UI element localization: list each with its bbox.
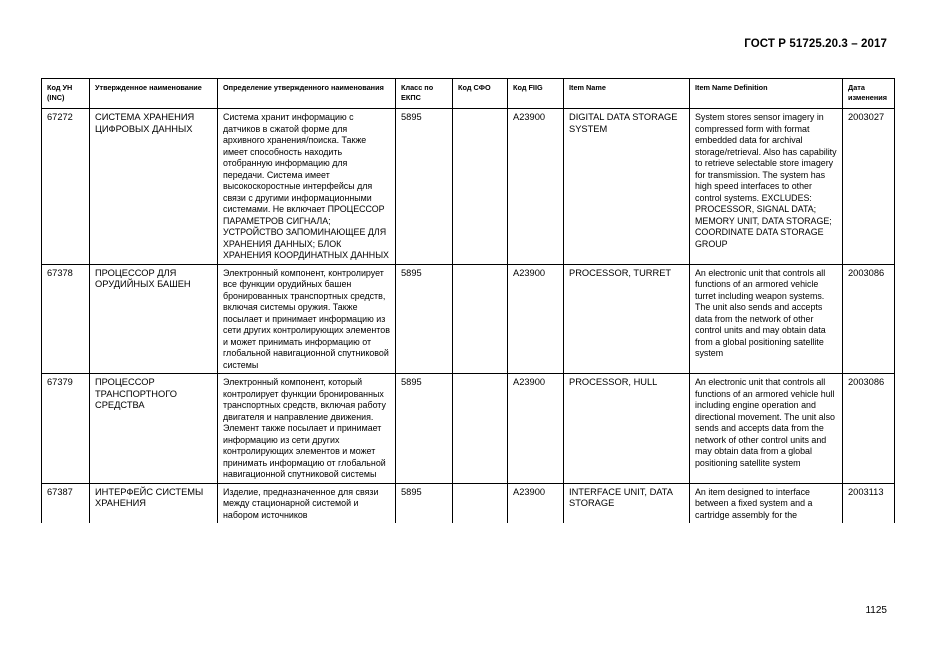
- cell-approved-definition: Изделие, предназначенное для связи между стационарной системой и набором источников: [218, 483, 396, 523]
- header-approved-name: Утвержденное наименование: [90, 79, 218, 109]
- cell-ekps-class: 5895: [396, 374, 453, 484]
- cell-item-name: INTERFACE UNIT, DATA STORAGE: [564, 483, 690, 523]
- table-row: [42, 264, 895, 374]
- header-sfo-code: Код СФО: [453, 79, 508, 109]
- cell-approved-name: ПРОЦЕССОР ДЛЯ ОРУДИЙНЫХ БАШЕН: [90, 264, 218, 374]
- cell-approved-definition: Электронный компонент, который контролирует функции бронированных транспортных средств, включая работу двигателя и направление движения. Элемент также посылает и принимает информацию из сети других контролирующих элементов и может принимать информацию от глобальной навигационной спутниковой системы: [218, 374, 396, 484]
- cell-inc: 67272: [42, 109, 90, 265]
- cell-item-name: PROCESSOR, TURRET: [564, 264, 690, 374]
- cell-approved-definition: Электронный компонент, контролирует все функции орудийных башен бронированных транспортных средств, включая системы оружия. Также посылает и принимает информацию из сети других контролирующих элементов и может принимать информацию от глобальной навигационной спутниковой системы: [218, 264, 396, 374]
- cell-ekps-class: 5895: [396, 483, 453, 523]
- cell-approved-definition: Система хранит информацию с датчиков в сжатой форме для архивного хранения/поиска. Также имеет способность находить отобранную информацию для передачи. Система имеет высокоскоростные интерфейсы для связи с другими информационными системами. Не включает ПРОЦЕССОР ПАРАМЕТРОВ СИГНАЛА; УСТРОЙСТВО ЗАПОМИНАЮЩЕЕ ДЛЯ ХРАНЕНИЯ ДАННЫХ; БЛОК ХРАНЕНИЯ КООРДИНАТНЫХ ДАННЫХ: [218, 109, 396, 265]
- cell-sfo-code: [453, 374, 508, 484]
- cell-item-name-definition: An electronic unit that controls all functions of an armored vehicle turret including weapon systems. The unit also sends and accepts data from the network of other control units and may obtain data from a global positioning satellite system: [690, 264, 843, 374]
- header-approved-definition: Определение утвержденного наименования: [218, 79, 396, 109]
- cell-ekps-class: 5895: [396, 264, 453, 374]
- cell-item-name: PROCESSOR, HULL: [564, 374, 690, 484]
- cell-fiig-code: A23900: [508, 483, 564, 523]
- cell-ekps-class: 5895: [396, 109, 453, 265]
- cell-sfo-code: [453, 483, 508, 523]
- cell-sfo-code: [453, 109, 508, 265]
- cell-fiig-code: A23900: [508, 264, 564, 374]
- cell-fiig-code: A23900: [508, 109, 564, 265]
- header-inc: Код УН (INC): [42, 79, 90, 109]
- cell-sfo-code: [453, 264, 508, 374]
- header-ekps-class: Класс по ЕКПС: [396, 79, 453, 109]
- cell-change-date: 2003113: [843, 483, 895, 523]
- cell-approved-name: ИНТЕРФЕЙС СИСТЕМЫ ХРАНЕНИЯ: [90, 483, 218, 523]
- cell-approved-name: СИСТЕМА ХРАНЕНИЯ ЦИФРОВЫХ ДАННЫХ: [90, 109, 218, 265]
- cell-change-date: 2003086: [843, 374, 895, 484]
- document-title: ГОСТ Р 51725.20.3 – 2017: [744, 38, 887, 50]
- spec-table: [41, 78, 895, 523]
- cell-item-name: DIGITAL DATA STORAGE SYSTEM: [564, 109, 690, 265]
- header-change-date: Дата изменения: [843, 79, 895, 109]
- cell-item-name-definition: An electronic unit that controls all functions of an armored vehicle hull including engine operation and directional movement. The unit also sends and accepts data from the network of other control units and may obtain data from a global positioning satellite system: [690, 374, 843, 484]
- cell-change-date: 2003086: [843, 264, 895, 374]
- cell-fiig-code: A23900: [508, 374, 564, 484]
- table-row: [42, 483, 895, 523]
- table-header-row: [42, 79, 895, 109]
- table-row: [42, 374, 895, 484]
- cell-change-date: 2003027: [843, 109, 895, 265]
- header-fiig-code: Код FIIG: [508, 79, 564, 109]
- cell-item-name-definition: System stores sensor imagery in compressed form with format embedded data for archival storage/retrieval. Also has capability to retrieve selectable store imagery for transmission. The system has high speed interfaces to other control systems. EXCLUDES: PROCESSOR, SIGNAL DATA; MEMORY UNIT, DATA STORAGE; COORDINATE DATA STORAGE GROUP: [690, 109, 843, 265]
- table-row: [42, 109, 895, 265]
- cell-inc: 67387: [42, 483, 90, 523]
- cell-inc: 67378: [42, 264, 90, 374]
- cell-inc: 67379: [42, 374, 90, 484]
- header-item-name: Item Name: [564, 79, 690, 109]
- cell-item-name-definition: An item designed to interface between a fixed system and a cartridge assembly for the: [690, 483, 843, 523]
- page-number: 1125: [865, 605, 887, 616]
- header-item-name-definition: Item Name Definition: [690, 79, 843, 109]
- cell-approved-name: ПРОЦЕССОР ТРАНСПОРТНОГО СРЕДСТВА: [90, 374, 218, 484]
